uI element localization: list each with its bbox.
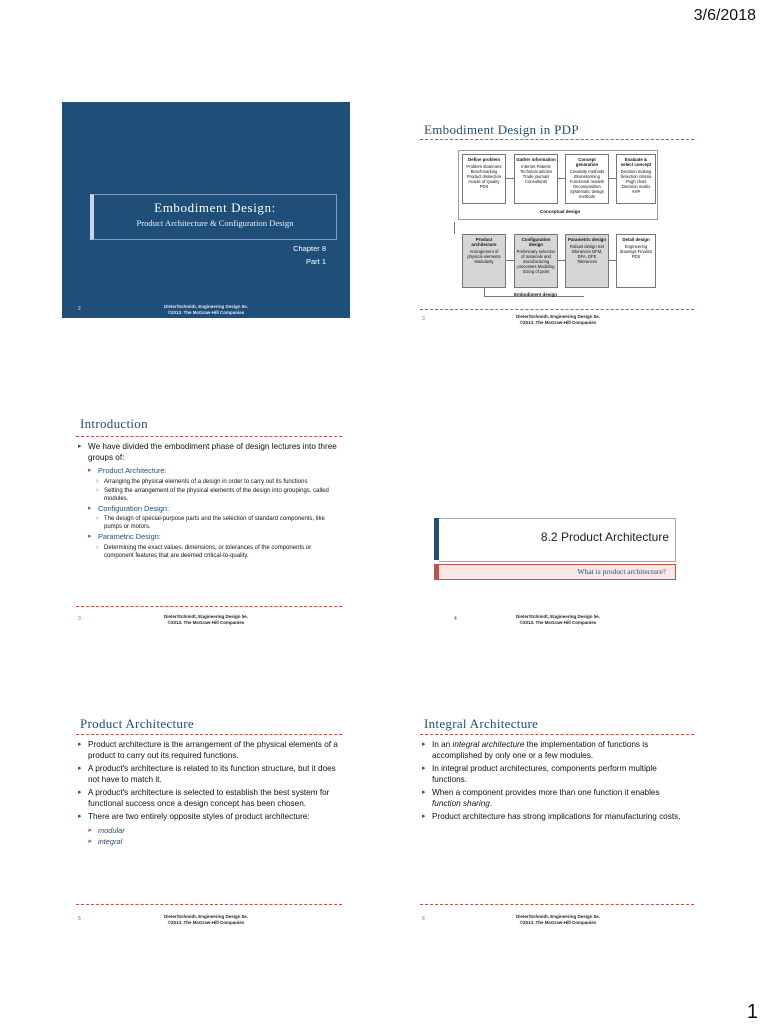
arrow — [609, 260, 616, 261]
define-problem-box: Define problem Problem statement Benchmarking Product dissection House of Quality PDS — [462, 154, 506, 204]
slide-section-product-architecture — [414, 412, 702, 628]
arrow — [506, 260, 514, 261]
slide-integral-architecture — [414, 712, 702, 928]
slide-title-embodiment — [62, 102, 350, 318]
slide-title: 8.2 Product Architecture — [540, 530, 669, 544]
list-item: ▸ Product architecture is the arrangement of the physical elements of a product to carry out its required functions. — [78, 740, 338, 761]
configuration-design-box: Configuration design Preliminary selection of materials and manufacturing processes Modeling Sizing of parts — [514, 234, 558, 288]
slide-number: 4 — [454, 616, 457, 622]
title-rule — [420, 734, 694, 735]
title-rule — [420, 139, 694, 140]
list-item: ▸ modular — [78, 826, 338, 837]
evaluate-select-box: Evaluate & select concept Decision making Selection criteria Pugh chart Decision matrix AHP — [616, 154, 656, 204]
title-rule — [76, 436, 342, 437]
connector — [454, 222, 455, 234]
footer-rule — [420, 309, 694, 310]
part-label: Part 1 — [305, 257, 326, 266]
list-item: ▸ A product's architecture is selected to establish the best system for functional success once a design concept has been chosen. — [78, 788, 338, 809]
arrow — [558, 260, 565, 261]
embodiment-design-label: Embodiment design — [514, 292, 558, 297]
product-architecture-box: Product architecture Arrangement of physical elements Modularity — [462, 234, 506, 288]
list-item: › The design of special-purpose parts and the selection of standard components, like pumps or motors. — [78, 515, 338, 531]
conceptual-design-label: Conceptual design — [540, 209, 581, 214]
list-item: ▸ Parametric Design: — [78, 532, 338, 543]
slide-embodiment-pdp — [414, 112, 702, 328]
page-number: 1 — [746, 1001, 758, 1023]
slide-number: 6 — [422, 916, 425, 922]
arrow — [506, 178, 514, 179]
bullet-list — [78, 442, 338, 561]
slide-footer: Dieter/Schmidt, Engineering Design 5e. ©2013. The McGraw-Hill Companies — [515, 314, 601, 325]
slide-number: 3 — [78, 616, 81, 622]
connector — [484, 288, 485, 296]
slide-footer: Dieter/Schmidt, Engineering Design 5e. ©2013. The McGraw-Hill Companies — [163, 614, 249, 625]
chapter-label: Chapter 8 — [293, 244, 326, 253]
list-item: ▸ Product architecture has strong implications for manufacturing costs. — [422, 812, 690, 823]
slide-number: 2 — [78, 306, 81, 312]
slide-footer: Dieter/Schmidt, Engineering Design 5e. ©2013. The McGraw-Hill Companies — [515, 614, 601, 625]
slide-footer: Dieter/Schmidt, Engineering Design 5e. ©2013. The McGraw-Hill Companies — [163, 914, 249, 925]
footer-rule — [420, 904, 694, 905]
slide-product-architecture — [62, 712, 350, 928]
slide-introduction — [62, 412, 350, 628]
slide-subtitle: What is product architecture? — [577, 567, 666, 576]
concept-generation-box: Concept generation Creativity methods Brainstorming Functional models Decomposition Systematic design methods — [565, 154, 609, 204]
gather-information-box: Gather information Internet Patents Technical articles Trade journals Consultants — [514, 154, 558, 204]
arrow — [558, 178, 565, 179]
list-item: ▸ When a component provides more than one function it enables function sharing. — [422, 788, 690, 809]
list-item: ▸ integral — [78, 837, 338, 848]
list-item: ▸ In an integral architecture the implementation of functions is accomplished by only one or a few modules. — [422, 740, 690, 761]
footer-rule — [76, 606, 342, 607]
list-item: ▸ There are two entirely opposite styles of product architecture: — [78, 812, 338, 823]
title-rule — [76, 734, 342, 735]
arrow — [609, 178, 616, 179]
slide-title: Introduction — [80, 416, 148, 431]
slide-footer: Dieter/Schmidt, Engineering Design 5e. ©2013. The McGraw-Hill Companies — [163, 304, 249, 315]
list-item: ▸ In integral product architectures, components perform multiple functions. — [422, 764, 690, 785]
bullet-list — [78, 740, 338, 849]
list-item: ▸ Configuration Design: — [78, 504, 338, 515]
list-item: › Determining the exact values, dimensions, or tolerances of the components or component features that are deemed critical-to-quality. — [78, 544, 338, 560]
footer-rule — [76, 904, 342, 905]
slide-number: 5 — [78, 916, 81, 922]
slide-footer: Dieter/Schmidt, Engineering Design 5e. ©2013. The McGraw-Hill Companies — [515, 914, 601, 925]
slide-title: Embodiment Design in PDP — [424, 122, 579, 137]
slide-number: 3 — [422, 316, 425, 322]
slide-title: Product Architecture — [80, 716, 194, 731]
list-item: › Arranging the physical elements of a design in order to carry out its functions — [78, 478, 338, 486]
slide-subtitle: Product Architecture & Configuration Design — [136, 218, 294, 228]
page-date: 3/6/2018 — [693, 7, 756, 24]
bullet-list — [422, 740, 690, 826]
parametric-design-box: Parametric design Robust design Set tolerances DFM, DFA, DFE Tolerances — [565, 234, 609, 288]
slide-title: Integral Architecture — [424, 716, 539, 731]
list-item: ▸ We have divided the embodiment phase of design lectures into three groups of: — [78, 442, 338, 463]
detail-design-box: Detail design Engineering drawings Finalize PDS — [616, 234, 656, 288]
list-item: ▸ A product's architecture is related to its function structure, but it does not have to match it. — [78, 764, 338, 785]
list-item: › Setting the arrangement of the physical elements of the design into groupings, called modules. — [78, 487, 338, 503]
list-item: ▸ Product Architecture: — [78, 466, 338, 477]
slide-title: Embodiment Design: — [154, 200, 276, 215]
